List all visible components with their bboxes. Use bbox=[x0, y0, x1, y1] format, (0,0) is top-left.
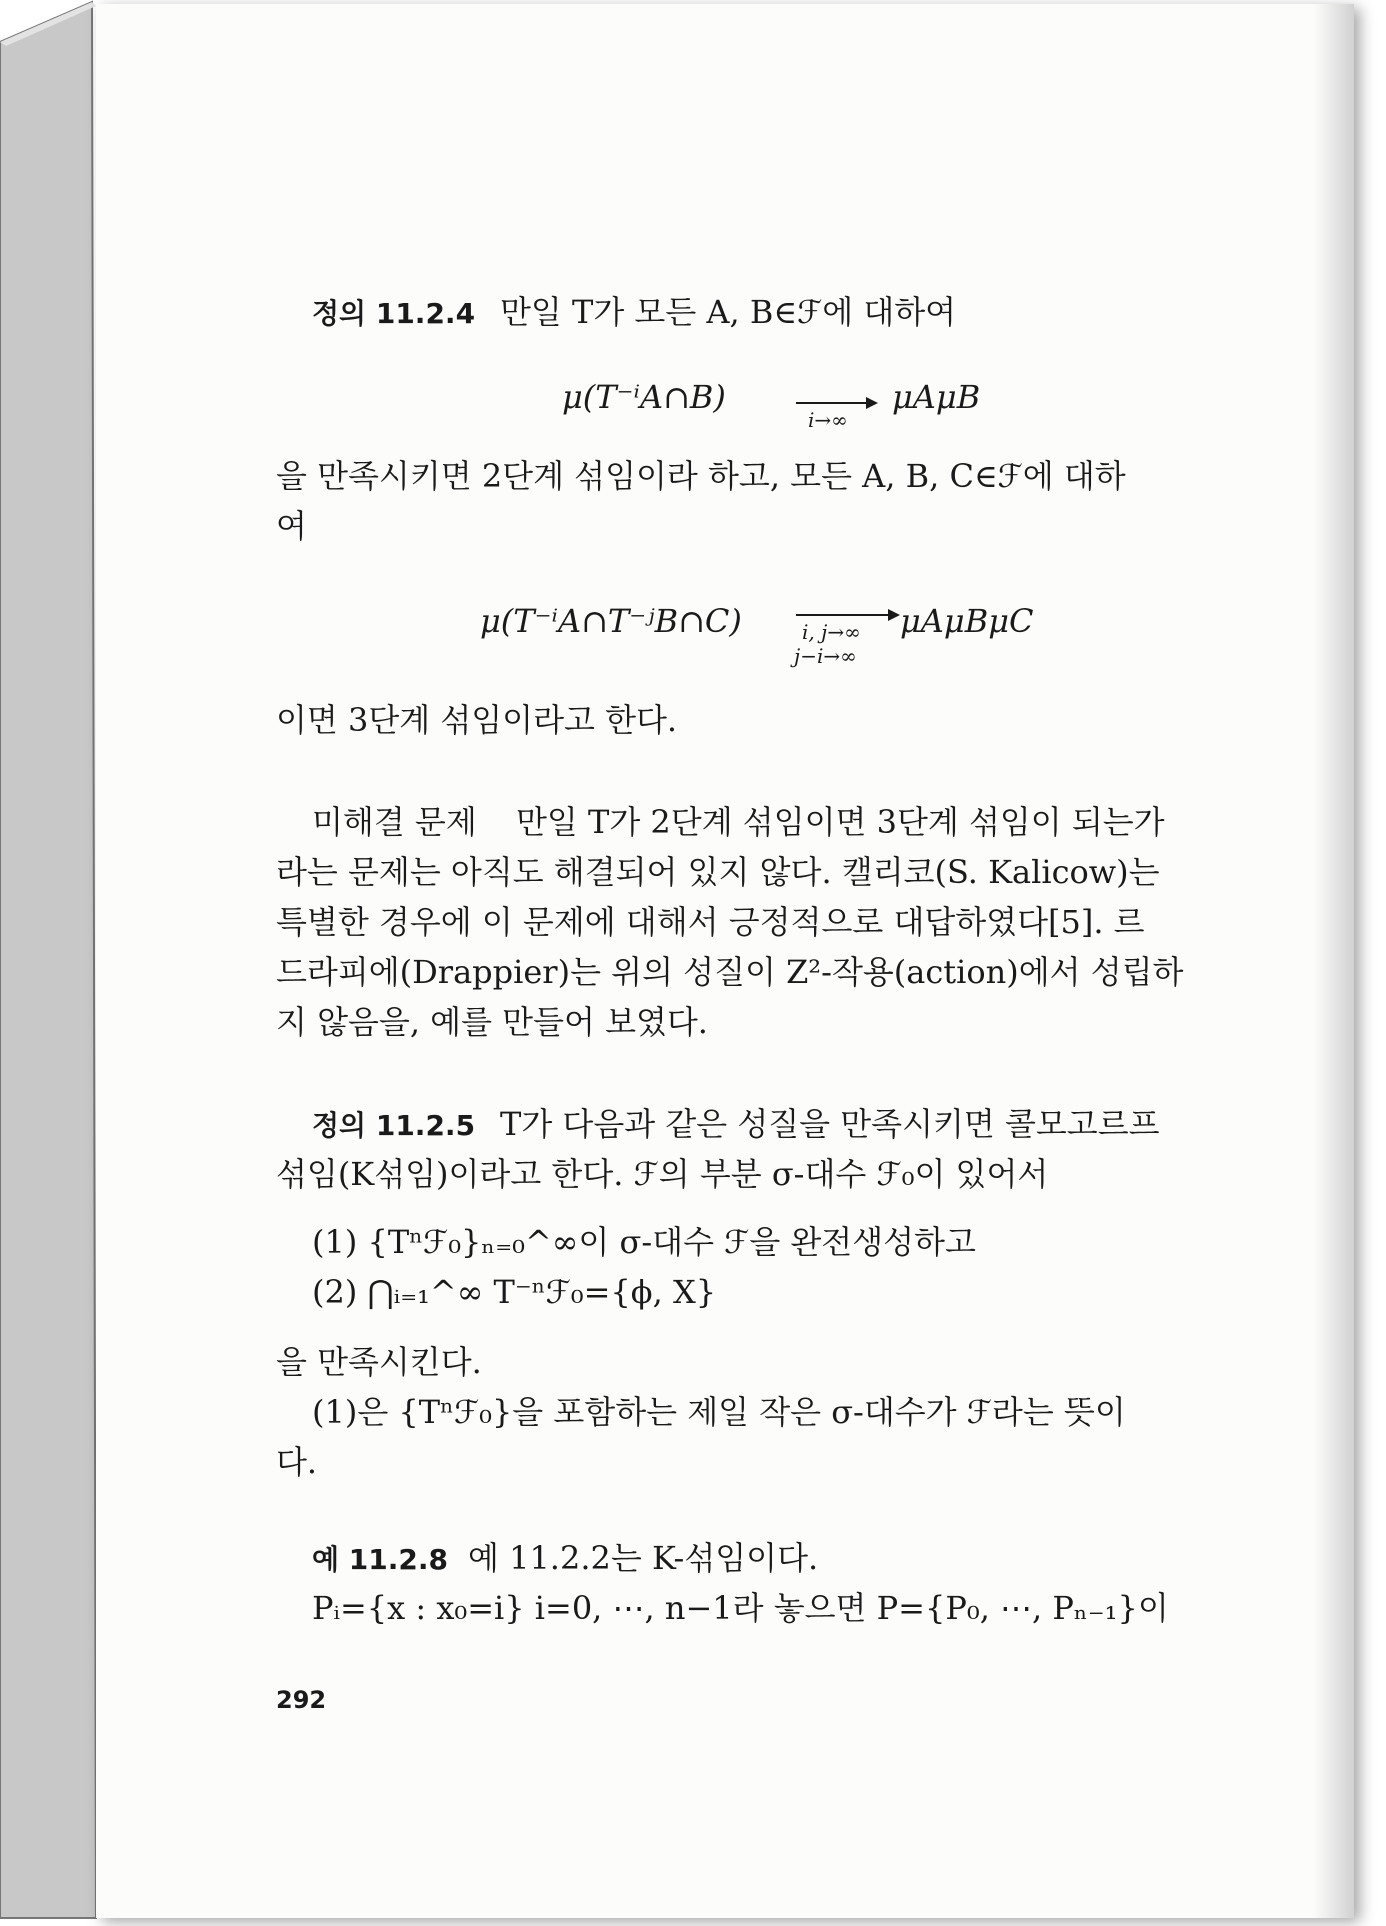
paragraph-line: T가 다음과 같은 성질을 만족시키면 콜모고르프 bbox=[500, 1105, 1160, 1143]
list-item: (1) {Tⁿℱ₀}ₙ₌₀^∞이 σ-대수 ℱ을 완전생성하고 bbox=[312, 1223, 976, 1261]
paragraph-line: 이면 3단계 섞임이라고 한다. bbox=[276, 701, 678, 739]
limit-arrow bbox=[796, 402, 868, 404]
definition-heading: 정의 11.2.5 bbox=[312, 1109, 476, 1142]
equation-2-right: μAμBμC bbox=[900, 602, 1034, 640]
limit-arrow-2-label: j−i→∞ bbox=[794, 644, 857, 668]
list-item: (2) ⋂ᵢ₌₁^∞ T⁻ⁿℱ₀={ϕ, X} bbox=[312, 1273, 717, 1311]
paragraph-line: 만일 T가 2단계 섞임이면 3단계 섞임이 되는가 bbox=[516, 803, 1165, 841]
paragraph-line: 섞임(K섞임)이라고 한다. ℱ의 부분 σ-대수 ℱ₀이 있어서 bbox=[276, 1155, 1049, 1193]
paragraph-line: 특별한 경우에 이 문제에 대해서 긍정적으로 대답하였다[5]. 르 bbox=[276, 903, 1145, 941]
equation-2-left: μ(T⁻ⁱA∩T⁻ʲB∩C) bbox=[480, 602, 742, 640]
paragraph-line: 을 만족시키면 2단계 섞임이라 하고, 모든 A, B, C∈ℱ에 대하 bbox=[276, 457, 1126, 495]
example-heading: 예 11.2.8 bbox=[312, 1543, 448, 1576]
definition-heading: 정의 11.2.4 bbox=[312, 297, 476, 330]
equation-right: μAμB bbox=[892, 378, 981, 416]
limit-arrow-head bbox=[866, 397, 878, 409]
paragraph-line: 다. bbox=[276, 1443, 318, 1481]
page-number: 292 bbox=[276, 1686, 327, 1714]
paragraph-line: Pᵢ={x : x₀=i} i=0, ⋯, n−1라 놓으면 P={P₀, ⋯, Pₙ₋₁}이 bbox=[312, 1589, 1169, 1627]
book-page bbox=[96, 4, 1354, 1918]
paragraph-line: 을 만족시킨다. bbox=[276, 1343, 482, 1381]
definition-intro: 만일 T가 모든 A, B∈ℱ에 대하여 bbox=[500, 293, 957, 331]
open-problem-heading: 미해결 문제 bbox=[312, 803, 477, 841]
page-edge-shadow bbox=[1314, 4, 1354, 1918]
paragraph-line: (1)은 {Tⁿℱ₀}을 포함하는 제일 작은 σ-대수가 ℱ라는 뜻이 bbox=[312, 1393, 1126, 1431]
paragraph-line: 지 않음을, 예를 만들어 보였다. bbox=[276, 1003, 708, 1041]
limit-arrow-2-label: i, j→∞ bbox=[802, 620, 861, 644]
equation-left: μ(T⁻ⁱA∩B) bbox=[562, 378, 726, 416]
paragraph-line: 예 11.2.2는 K-섞임이다. bbox=[468, 1539, 819, 1577]
paragraph-line: 여 bbox=[276, 507, 307, 545]
limit-arrow-2-head bbox=[888, 609, 900, 621]
limit-arrow-label: i→∞ bbox=[808, 408, 848, 432]
paragraph-line: 드라피에(Drappier)는 위의 성질이 Z²-작용(action)에서 성립하 bbox=[276, 953, 1184, 991]
limit-arrow-2 bbox=[796, 614, 890, 616]
paragraph-line: 라는 문제는 아직도 해결되어 있지 않다. 캘리코(S. Kalicow)는 bbox=[276, 853, 1160, 891]
